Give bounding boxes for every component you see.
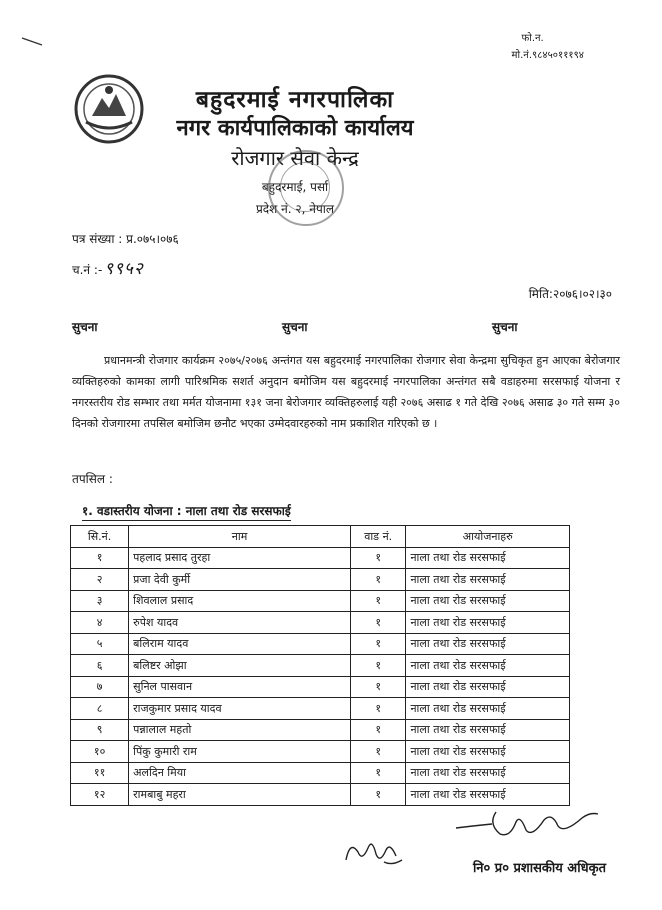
cell-ward: १ bbox=[350, 547, 406, 569]
notice-body: प्रधानमन्त्री रोजगार कार्यक्रम २०७५/२०७६ अन्तंगत यस बहुदरमाई नगरपालिका रोजगार सेवा केन्द्रमा सुचिकृत हुन आएका बेरोजगार व्यक्तिहरुको कामका लागी पारिश्रमिक सशर्त अनुदान बमोजिम यस बहुदरमाई नगरपालिका अन्तंगत सबै वडाहरुमा सरसफाई योजना र नगरस्तरीय रोड सम्भार तथा मर्मत योजनामा १३१ जना बेरोजगार व्यक्तिहरुलाई यही २०७६ असाढ १ गते देखि २०७६ असाढ ३० गते सम्म ३० दिनको रोजगारमा तपसिल बमोजिम छनौट भएका उम्मेदवारहरुको नाम प्रकाशित गरिएको छ । bbox=[72, 354, 620, 430]
municipality-name: बहुदरमाई नगरपालिका bbox=[195, 87, 395, 113]
phone-label: फो.न. bbox=[521, 33, 544, 44]
cell-ward: १ bbox=[350, 784, 406, 806]
cell-sn: ११ bbox=[71, 762, 129, 784]
cell-name: अलदिन मिया bbox=[129, 762, 351, 784]
cell-sn: ८ bbox=[71, 698, 129, 720]
notice-heading-center: सुचना bbox=[282, 320, 308, 334]
notice-heading-left: सुचना bbox=[72, 320, 98, 334]
cell-sn: ९ bbox=[71, 719, 129, 741]
notice-heading-right: सुचना bbox=[492, 320, 518, 334]
cell-sn: ४ bbox=[71, 612, 129, 634]
col-header-ward: वाड नं. bbox=[350, 526, 406, 548]
address: बहुदरमाई, पर्सा bbox=[261, 180, 329, 194]
table-row bbox=[71, 784, 570, 806]
table-row bbox=[71, 569, 570, 591]
cell-sn: ३ bbox=[71, 590, 129, 612]
cell-project: नाला तथा रोड सरसफाई bbox=[406, 633, 570, 655]
cell-sn: १ bbox=[71, 547, 129, 569]
cell-name: बलिष्टर ओझा bbox=[129, 655, 351, 677]
center-name: रोजगार सेवा केन्द्र bbox=[231, 146, 359, 170]
handwritten-signature-left bbox=[340, 830, 412, 872]
cell-name: पिंकु कुमारी राम bbox=[129, 741, 351, 763]
contact-block bbox=[512, 30, 584, 64]
cell-project: नाला तथा रोड सरसफाई bbox=[406, 569, 570, 591]
cell-sn: २ bbox=[71, 569, 129, 591]
cell-project: नाला तथा रोड सरसफाई bbox=[406, 762, 570, 784]
cell-ward: १ bbox=[350, 590, 406, 612]
table-row bbox=[71, 612, 570, 634]
cell-project: नाला तथा रोड सरसफाई bbox=[406, 547, 570, 569]
cell-name: राजकुमार प्रसाद यादव bbox=[129, 698, 351, 720]
cell-project: नाला तथा रोड सरसफाई bbox=[406, 676, 570, 698]
reference-number: पत्र संख्या : प्र.०७५।०७६ bbox=[72, 232, 179, 246]
letter-date: मिति:२०७६।०२।३० bbox=[528, 287, 612, 301]
pen-mark bbox=[20, 34, 44, 48]
table-header-row bbox=[71, 526, 570, 548]
table-row bbox=[71, 633, 570, 655]
cell-name: सुनिल पासवान bbox=[129, 676, 351, 698]
dispatch-number bbox=[72, 256, 144, 279]
cell-project: नाला तथा रोड सरसफाई bbox=[406, 590, 570, 612]
col-header-name: नाम bbox=[129, 526, 351, 548]
schedule-label: तपसिल : bbox=[72, 472, 113, 486]
cell-name: शिवलाल प्रसाद bbox=[129, 590, 351, 612]
cell-name: बलिराम यादव bbox=[129, 633, 351, 655]
table-row bbox=[71, 698, 570, 720]
cell-project: नाला तथा रोड सरसफाई bbox=[406, 719, 570, 741]
cell-ward: १ bbox=[350, 741, 406, 763]
candidate-table bbox=[70, 525, 570, 806]
office-name: नगर कार्यपालिकाको कार्यालय bbox=[176, 116, 414, 141]
cell-ward: १ bbox=[350, 655, 406, 677]
cell-sn: ७ bbox=[71, 676, 129, 698]
cell-ward: १ bbox=[350, 762, 406, 784]
cell-name: पन्नालाल महतो bbox=[129, 719, 351, 741]
cell-name: प्रजा देवी कुर्मी bbox=[129, 569, 351, 591]
cell-ward: १ bbox=[350, 676, 406, 698]
office-stamp bbox=[268, 150, 344, 226]
table-row bbox=[71, 676, 570, 698]
mobile-number: मो.नं.९८४५०१११९४ bbox=[511, 50, 584, 61]
col-header-sn: सि.नं. bbox=[71, 526, 129, 548]
signatory-title: नि० प्र० प्रशासकीय अधिकृत bbox=[472, 861, 606, 876]
table-row bbox=[71, 547, 570, 569]
handwritten-signature-right bbox=[452, 804, 602, 842]
cell-ward: १ bbox=[350, 719, 406, 741]
cell-ward: १ bbox=[350, 569, 406, 591]
province: प्रदेश नं. २, नेपाल bbox=[255, 202, 335, 216]
dispatch-value: ९९५२ bbox=[104, 259, 144, 279]
table-row bbox=[71, 762, 570, 784]
cell-project: नाला तथा रोड सरसफाई bbox=[406, 741, 570, 763]
cell-ward: १ bbox=[350, 612, 406, 634]
dispatch-label: च.नं :- bbox=[72, 263, 103, 277]
table-row bbox=[71, 590, 570, 612]
cell-ward: १ bbox=[350, 633, 406, 655]
cell-project: नाला तथा रोड सरसफाई bbox=[406, 698, 570, 720]
cell-project: नाला तथा रोड सरसफाई bbox=[406, 612, 570, 634]
cell-name: रुपेश यादव bbox=[129, 612, 351, 634]
cell-ward: १ bbox=[350, 698, 406, 720]
cell-project: नाला तथा रोड सरसफाई bbox=[406, 655, 570, 677]
cell-name: पहलाद प्रसाद तुरहा bbox=[129, 547, 351, 569]
col-header-project: आयोजनाहरु bbox=[406, 526, 570, 548]
cell-name: रामबाबु महरा bbox=[129, 784, 351, 806]
section-title: १. वडास्तरीय योजना : नाला तथा रोड सरसफाई bbox=[82, 502, 291, 521]
table-row bbox=[71, 719, 570, 741]
table-row bbox=[71, 741, 570, 763]
cell-project: नाला तथा रोड सरसफाई bbox=[406, 784, 570, 806]
cell-sn: १२ bbox=[71, 784, 129, 806]
cell-sn: ६ bbox=[71, 655, 129, 677]
cell-sn: १० bbox=[71, 741, 129, 763]
table-row bbox=[71, 655, 570, 677]
cell-sn: ५ bbox=[71, 633, 129, 655]
